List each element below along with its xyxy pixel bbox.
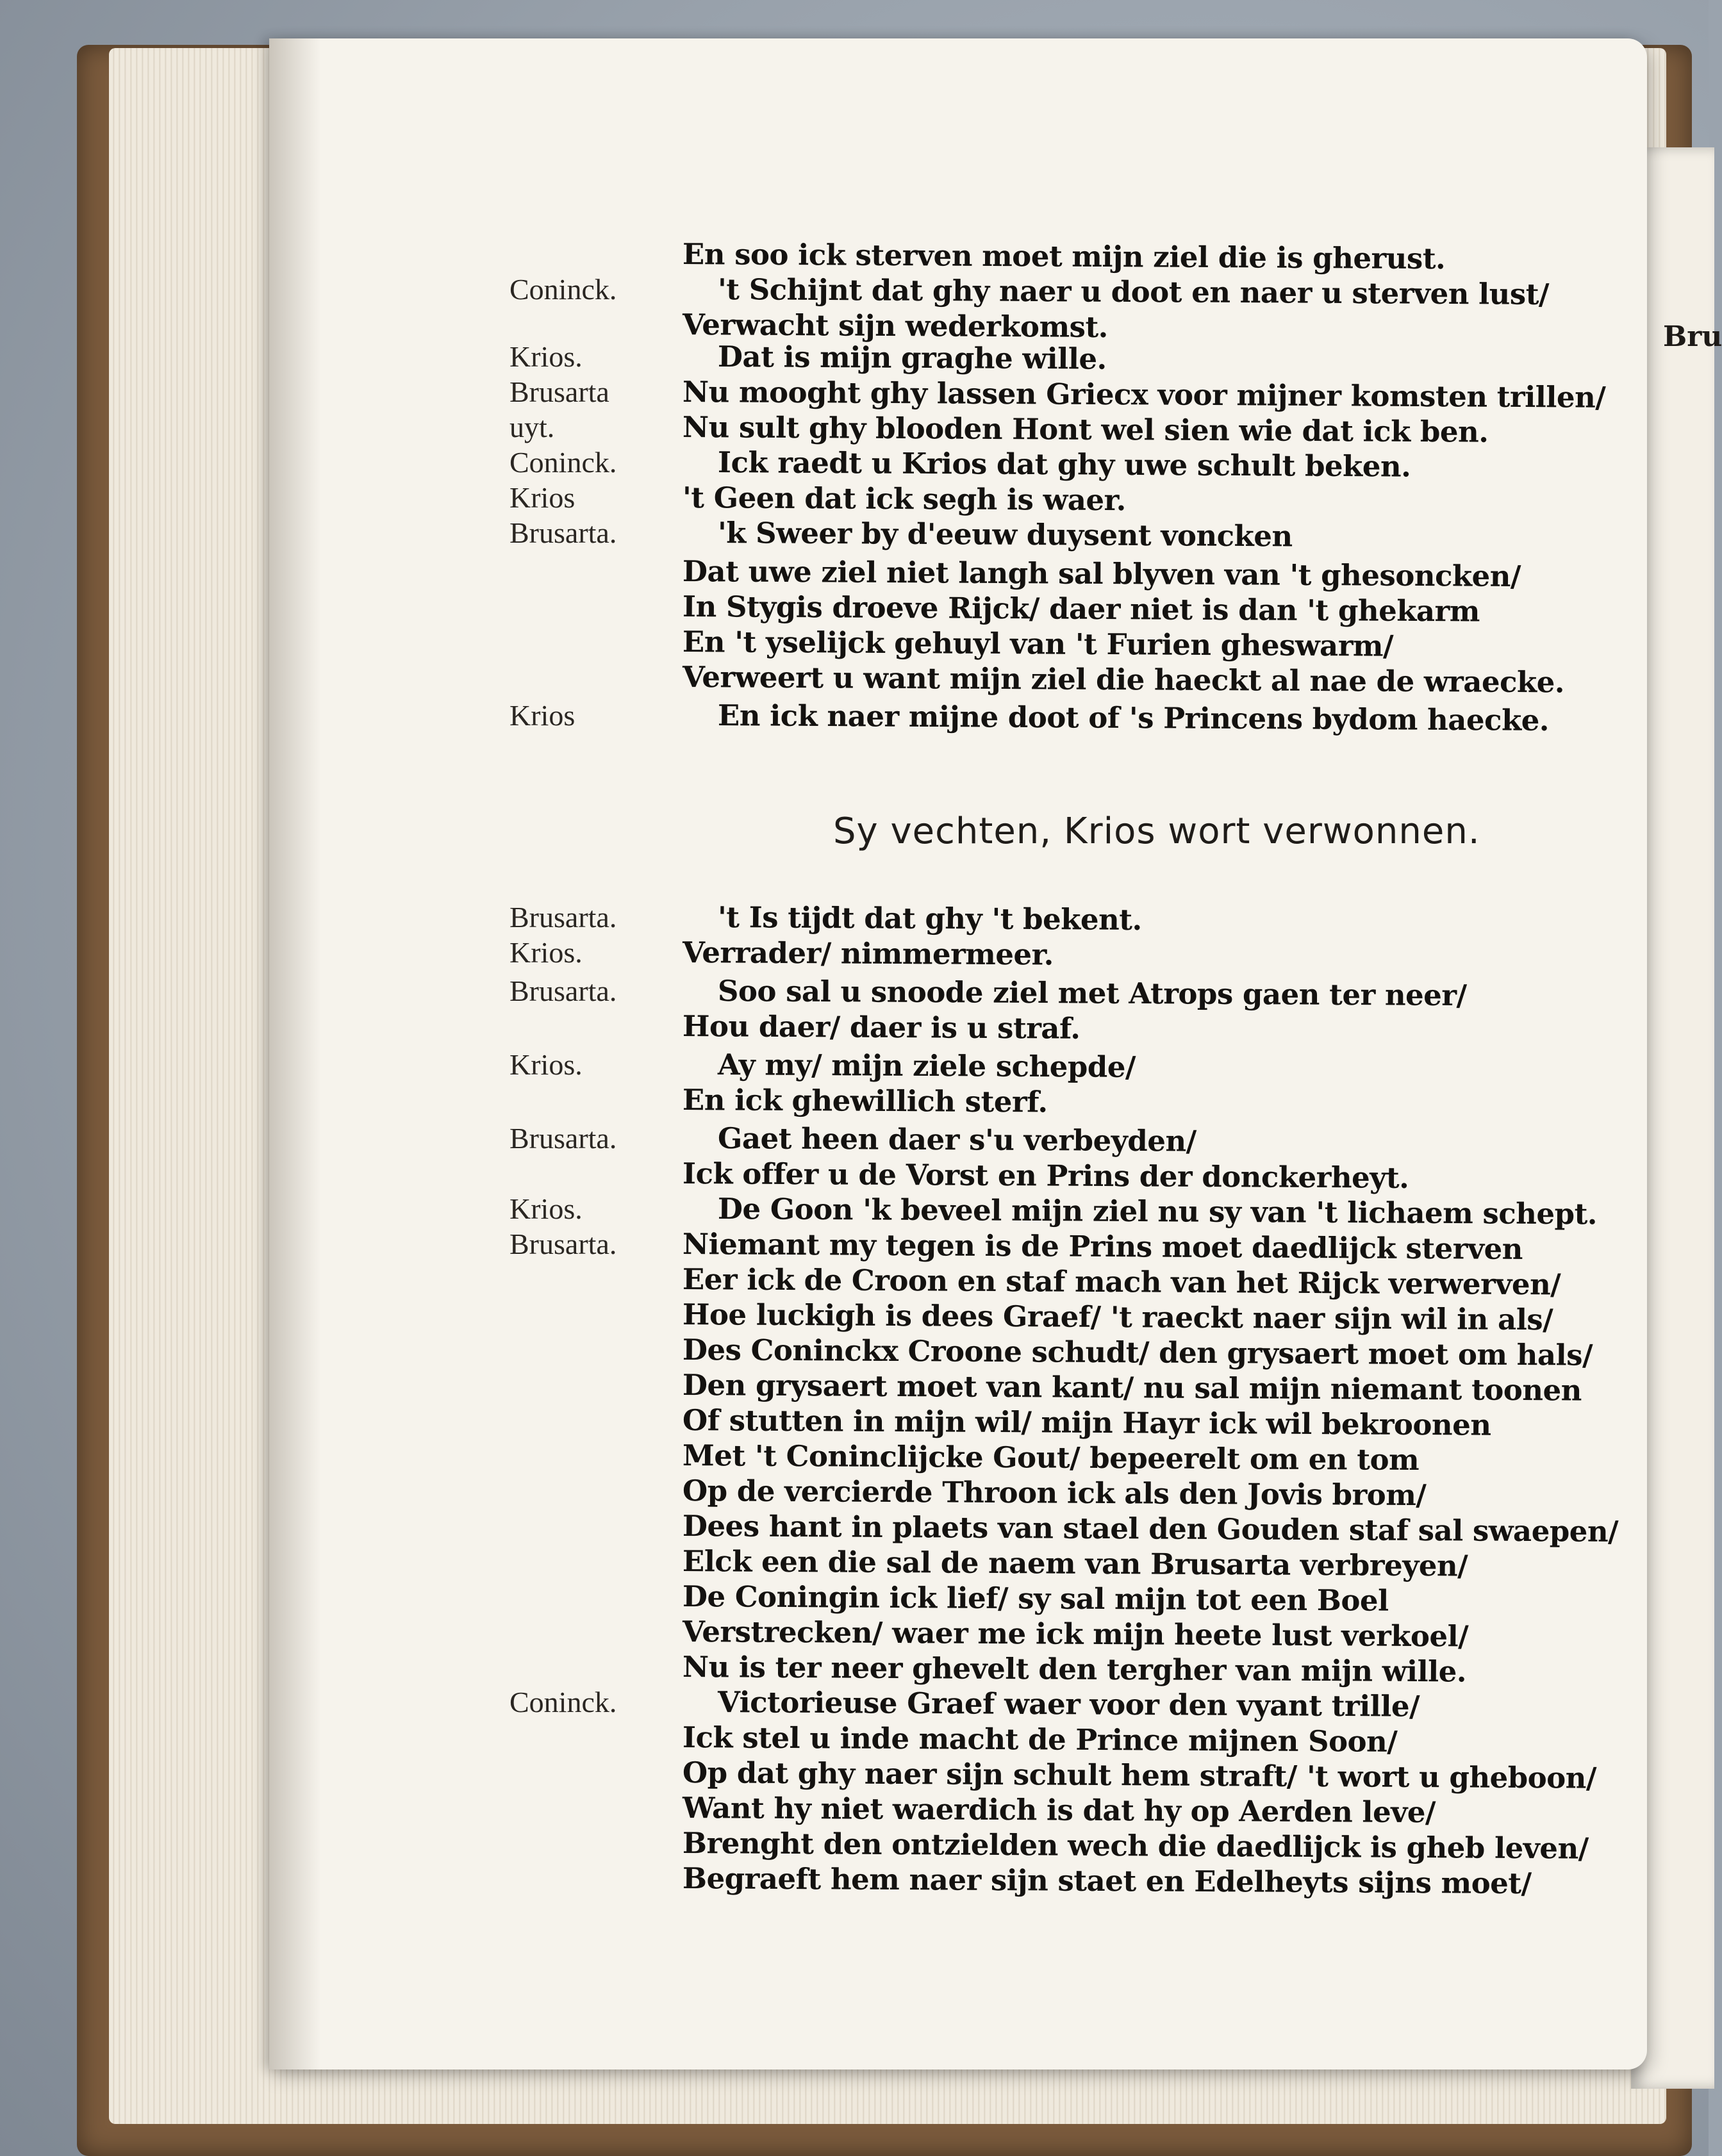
verse-line: [269, 660, 1647, 700]
verse-text: En ick naer mijne doot of 's Princens bydom haecke.: [717, 698, 1550, 737]
verse-line: [269, 1009, 1647, 1046]
verse-line: [269, 589, 1647, 627]
speaker-name: Brusarta.: [509, 516, 617, 549]
verse-text: Hou daer/ daer is u straf.: [682, 1009, 1080, 1046]
verse-line: [269, 1156, 1647, 1194]
speaker-name: Coninck.: [509, 1686, 617, 1718]
verse-line: [269, 481, 1647, 518]
verse-text: Ay my/ mijn ziele schepde/: [717, 1048, 1136, 1084]
verse-text: Nu is ter neer ghevelt den tergher van mijn wille.: [682, 1650, 1467, 1689]
verse-line: [269, 1509, 1647, 1549]
speaker-name: Brusarta.: [509, 1228, 617, 1260]
book-page: [269, 38, 1647, 2070]
verse-text: De Goon 'k beveel mijn ziel nu sy van 't lichaem schept.: [717, 1192, 1598, 1231]
speaker-name: Krios: [509, 481, 575, 514]
verse-text: En 't yselijck gehuyl van 't Furien gheswarm/: [682, 625, 1394, 663]
verse-text: Of stutten in mijn wil/ mijn Hayr ick wil bekroonen: [682, 1403, 1491, 1442]
verse-text: Soo sal u snoode ziel met Atrops gaen ter neer/: [717, 974, 1467, 1013]
page-text: [269, 38, 1647, 2070]
speaker-name: Krios.: [509, 936, 583, 969]
verse-text: Nu mooght ghy lassen Griecx voor mijner komsten trillen/: [682, 375, 1606, 415]
verse-text: Want hy niet waerdich is dat hy op Aerden leve/: [682, 1791, 1436, 1830]
verse-text: Ick offer u de Vorst en Prins der donckerheyt.: [682, 1156, 1409, 1195]
verse-line: [269, 445, 1647, 482]
verse-line: [269, 1403, 1647, 1440]
verse-line: [269, 1861, 1647, 1901]
verse-line: [269, 272, 1647, 309]
verse-text: Brenght den ontzielden wech die daedlijck is gheb leven/: [682, 1826, 1589, 1866]
speaker-name: Krios.: [509, 1192, 583, 1225]
verse-line: [269, 1083, 1647, 1120]
verse-text: En ick ghewillich sterf.: [682, 1083, 1048, 1119]
verse-line: [269, 1297, 1647, 1335]
verse-text: Op de vercierde Throon ick als den Jovis brom/: [682, 1474, 1427, 1513]
verse-text: Ick raedt u Krios dat ghy uwe schult beken.: [717, 445, 1411, 484]
verse-line: [269, 1826, 1647, 1866]
speaker-name: Krios.: [509, 1048, 583, 1081]
verse-line: [269, 410, 1647, 447]
verse-line: [269, 554, 1647, 591]
verse-text: 't Is tijdt dat ghy 't bekent.: [717, 900, 1142, 937]
verse-text: Dat is mijn graghe wille.: [717, 340, 1107, 376]
verse-text: Nu sult ghy blooden Hont wel sien wie dat ick ben.: [682, 410, 1489, 449]
verse-line: [269, 625, 1647, 662]
verse-text: Victorieuse Graef waer voor den vyant trille/: [717, 1685, 1420, 1724]
verse-text: Met 't Coninclijcke Gout/ bepeerelt om en tom: [682, 1438, 1420, 1477]
verse-text: De Coningin ick lief/ sy sal mijn tot een Boel: [682, 1579, 1389, 1618]
verse-line: [269, 1368, 1647, 1408]
verse-text: Niemant my tegen is de Prins moet daedlijck sterven: [682, 1227, 1523, 1267]
verse-line: [269, 974, 1647, 1011]
verse-line: [269, 900, 1647, 937]
verse-text: Eer ick de Croon en staf mach van het Rijck verwerven/: [682, 1262, 1561, 1302]
speaker-name: Krios: [509, 699, 575, 732]
verse-text: Verwacht sijn wederkomst.: [682, 308, 1109, 345]
stage-direction: Sy vechten, Krios wort verwonnen.: [833, 811, 1480, 852]
verse-line: [269, 935, 1647, 973]
speaker-name: Brusarta.: [509, 1122, 617, 1155]
verse-text: Elck een die sal de naem van Brusarta verbreyen/: [682, 1544, 1468, 1583]
verse-line: [269, 1121, 1647, 1158]
speaker-name: uyt.: [509, 411, 555, 443]
verse-text: Hoe luckigh is dees Graef/ 't raeckt naer sijn wil in als/: [682, 1297, 1553, 1337]
speaker-name: Krios.: [509, 340, 583, 373]
verse-line: [269, 1579, 1647, 1617]
verse-text: In Stygis droeve Rijck/ daer niet is dan 't ghekarm: [682, 589, 1480, 629]
verse-text: 't Schijnt dat ghy naer u doot en naer u sterven lust/: [717, 272, 1550, 311]
verse-text: Den grysaert moet van kant/ nu sal mijn niemant toonen: [682, 1368, 1582, 1408]
speaker-name: Brusarta: [509, 375, 609, 408]
verse-line: [269, 1048, 1647, 1085]
verse-line: [269, 698, 1647, 736]
speaker-name: Brusarta.: [509, 975, 617, 1007]
verse-line: [269, 1685, 1647, 1722]
verse-text: Verstrecken/ waer me ick mijn heete lust verkoel/: [682, 1615, 1469, 1654]
facing-page-fragment: Bru: [1663, 320, 1722, 353]
verse-line: [269, 1192, 1647, 1229]
verse-text: En soo ick sterven moet mijn ziel die is gherust.: [682, 237, 1446, 276]
verse-text: Gaet heen daer s'u verbeyden/: [717, 1121, 1196, 1158]
verse-line: [269, 340, 1647, 377]
verse-line: [269, 1474, 1647, 1511]
verse-line: [269, 1791, 1647, 1828]
verse-text: Dees hant in plaets van stael den Gouden staf sal swaepen/: [682, 1509, 1619, 1549]
verse-line: [269, 375, 1647, 415]
verse-line: [269, 1438, 1647, 1476]
verse-line: [269, 1650, 1647, 1687]
verse-text: Dat uwe ziel niet langh sal blyven van 't ghesoncken/: [682, 554, 1521, 593]
verse-text: Ick stel u inde macht de Prince mijnen Soon/: [682, 1720, 1398, 1759]
speaker-name: Brusarta.: [509, 901, 617, 934]
verse-text: Verweert u want mijn ziel die haeckt al nae de wraecke.: [682, 660, 1565, 700]
verse-line: [269, 1615, 1647, 1652]
verse-line: [269, 1720, 1647, 1757]
verse-line: [269, 237, 1647, 274]
verse-line: [269, 1333, 1647, 1370]
verse-text: Des Coninckx Croone schudt/ den grysaert moet om hals/: [682, 1333, 1593, 1372]
verse-line: [269, 1262, 1647, 1302]
verse-line: [269, 516, 1647, 553]
verse-line: [269, 1756, 1647, 1793]
verse-text: 'k Sweer by d'eeuw duysent voncken: [717, 516, 1293, 554]
speaker-name: Coninck.: [509, 273, 617, 306]
verse-text: Begraeft hem naer sijn staet en Edelheyts sijns moet/: [682, 1861, 1532, 1901]
speaker-name: Coninck.: [509, 446, 617, 479]
verse-text: 't Geen dat ick segh is waer.: [682, 481, 1127, 518]
verse-text: Op dat ghy naer sijn schult hem straft/ 't wort u gheboon/: [682, 1756, 1597, 1795]
verse-line: [269, 1227, 1647, 1267]
verse-line: [269, 1544, 1647, 1581]
verse-text: Verrader/ nimmermeer.: [682, 935, 1054, 972]
